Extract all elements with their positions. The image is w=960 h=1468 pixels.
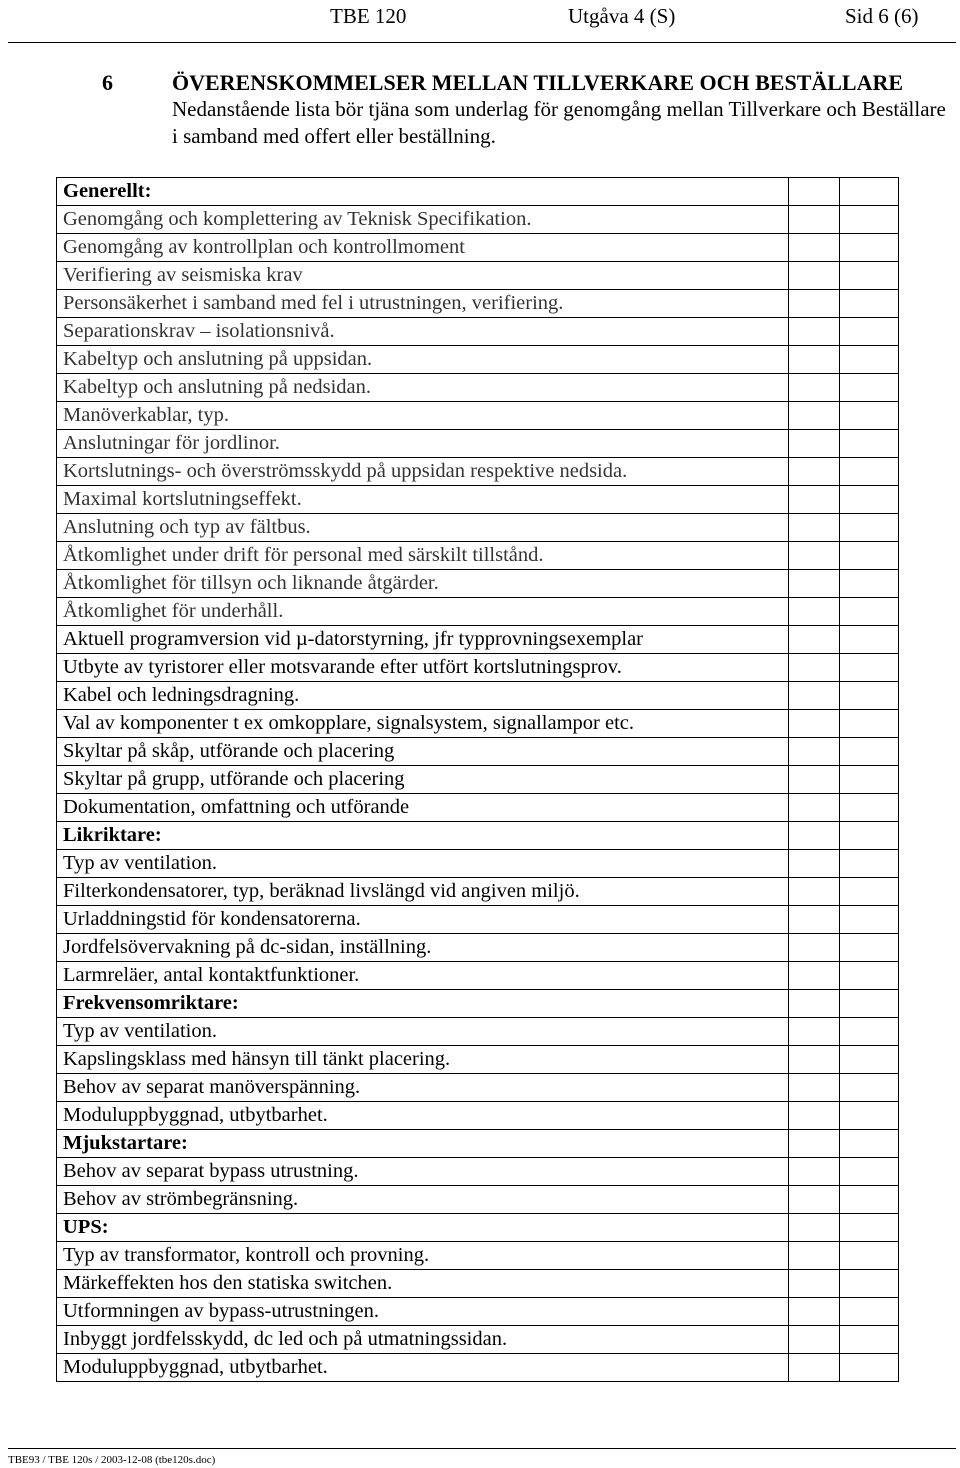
checklist-row <box>57 1242 899 1270</box>
section-number: 6 <box>102 70 113 95</box>
checklist-remark-cell[interactable] <box>840 766 899 794</box>
checklist-row <box>57 234 899 262</box>
checklist-row <box>57 1326 899 1354</box>
checklist-item-text: Manöverkablar, typ. <box>57 402 789 430</box>
checklist-remark-cell[interactable] <box>840 962 899 990</box>
checklist-remark-cell[interactable] <box>840 878 899 906</box>
checklist-item-text: Åtkomlighet för tillsyn och liknande åtgärder. <box>57 570 789 598</box>
checklist-remark-cell[interactable] <box>840 1186 899 1214</box>
checklist-check-cell[interactable] <box>789 1298 840 1326</box>
checklist-row <box>57 598 899 626</box>
checklist-item-text: Verifiering av seismiska krav <box>57 262 789 290</box>
checklist-item-text: Personsäkerhet i samband med fel i utrustningen, verifiering. <box>57 290 789 318</box>
checklist-row <box>57 430 899 458</box>
checklist-heading: Frekvensomriktare: <box>57 990 789 1018</box>
checklist-check-cell[interactable] <box>789 962 840 990</box>
checklist-remark-cell[interactable] <box>840 458 899 486</box>
checklist-remark-cell[interactable] <box>840 794 899 822</box>
checklist-row <box>57 1186 899 1214</box>
checklist-remark-cell[interactable] <box>840 822 899 850</box>
checklist-remark-cell[interactable] <box>840 402 899 430</box>
checklist-check-cell[interactable] <box>789 1214 840 1242</box>
checklist-check-cell[interactable] <box>789 1102 840 1130</box>
checklist-remark-cell[interactable] <box>840 626 899 654</box>
document-id: TBE 120 <box>330 4 407 28</box>
checklist-check-cell[interactable] <box>789 570 840 598</box>
checklist-item-text: Separationskrav – isolationsnivå. <box>57 318 789 346</box>
header-divider <box>8 42 956 43</box>
edition-label: Utgåva 4 (S) <box>568 4 676 28</box>
checklist-check-cell[interactable] <box>789 1046 840 1074</box>
checklist-remark-cell[interactable] <box>840 738 899 766</box>
checklist-row <box>57 1354 899 1382</box>
checklist-heading-row <box>57 178 899 206</box>
page-number: Sid 6 (6) <box>845 4 919 28</box>
footer-text: TBE93 / TBE 120s / 2003-12-08 (tbe120s.doc) <box>8 1454 216 1466</box>
checklist-item-text: Anslutningar för jordlinor. <box>57 430 789 458</box>
checklist-row <box>57 1270 899 1298</box>
checklist-check-cell[interactable] <box>789 262 840 290</box>
checklist-remark-cell[interactable] <box>840 1326 899 1354</box>
checklist-row <box>57 1074 899 1102</box>
checklist-check-cell[interactable] <box>789 178 840 206</box>
checklist-item-text: Dokumentation, omfattning och utförande <box>57 794 789 822</box>
checklist-remark-cell[interactable] <box>840 262 899 290</box>
checklist-check-cell[interactable] <box>789 850 840 878</box>
checklist-item-text: Moduluppbyggnad, utbytbarhet. <box>57 1102 789 1130</box>
checklist-remark-cell[interactable] <box>840 1130 899 1158</box>
checklist-row <box>57 1102 899 1130</box>
checklist-remark-cell[interactable] <box>840 346 899 374</box>
checklist-check-cell[interactable] <box>789 878 840 906</box>
checklist-check-cell[interactable] <box>789 1270 840 1298</box>
checklist-remark-cell[interactable] <box>840 318 899 346</box>
checklist-item-text: Utformningen av bypass-utrustningen. <box>57 1298 789 1326</box>
checklist-row <box>57 654 899 682</box>
checklist-row <box>57 458 899 486</box>
checklist-row <box>57 542 899 570</box>
checklist-check-cell[interactable] <box>789 738 840 766</box>
checklist-check-cell[interactable] <box>789 1186 840 1214</box>
checklist-check-cell[interactable] <box>789 1158 840 1186</box>
checklist-remark-cell[interactable] <box>840 934 899 962</box>
checklist-check-cell[interactable] <box>789 1242 840 1270</box>
checklist-remark-cell[interactable] <box>840 1270 899 1298</box>
checklist-remark-cell[interactable] <box>840 206 899 234</box>
checklist-check-cell[interactable] <box>789 766 840 794</box>
checklist-check-cell[interactable] <box>789 1354 840 1382</box>
checklist-row <box>57 374 899 402</box>
checklist-item-text: Maximal kortslutningseffekt. <box>57 486 789 514</box>
checklist-check-cell[interactable] <box>789 934 840 962</box>
checklist-item-text: Inbyggt jordfelsskydd, dc led och på utmatningssidan. <box>57 1326 789 1354</box>
checklist-remark-cell[interactable] <box>840 598 899 626</box>
checklist-item-text: Behov av separat manöverspänning. <box>57 1074 789 1102</box>
checklist-row <box>57 514 899 542</box>
checklist-row <box>57 318 899 346</box>
checklist-check-cell[interactable] <box>789 486 840 514</box>
checklist-row <box>57 710 899 738</box>
checklist-table <box>56 177 899 1382</box>
checklist-remark-cell[interactable] <box>840 542 899 570</box>
checklist-check-cell[interactable] <box>789 318 840 346</box>
checklist-check-cell[interactable] <box>789 402 840 430</box>
checklist-check-cell[interactable] <box>789 654 840 682</box>
checklist-remark-cell[interactable] <box>840 1354 899 1382</box>
checklist-item-text: Urladdningstid för kondensatorerna. <box>57 906 789 934</box>
checklist-check-cell[interactable] <box>789 710 840 738</box>
checklist-row <box>57 878 899 906</box>
checklist-row <box>57 766 899 794</box>
checklist-remark-cell[interactable] <box>840 906 899 934</box>
checklist-remark-cell[interactable] <box>840 1158 899 1186</box>
checklist-row <box>57 794 899 822</box>
checklist-remark-cell[interactable] <box>840 1046 899 1074</box>
checklist-remark-cell[interactable] <box>840 990 899 1018</box>
checklist-remark-cell[interactable] <box>840 1102 899 1130</box>
checklist-heading: Generellt: <box>57 178 789 206</box>
footer-divider <box>8 1448 956 1449</box>
checklist-item-text: Typ av ventilation. <box>57 850 789 878</box>
checklist-remark-cell[interactable] <box>840 1074 899 1102</box>
checklist-heading-row <box>57 990 899 1018</box>
checklist-check-cell[interactable] <box>789 822 840 850</box>
checklist-item-text: Aktuell programversion vid µ-datorstyrning, jfr typprovningsexemplar <box>57 626 789 654</box>
checklist-check-cell[interactable] <box>789 1130 840 1158</box>
checklist-check-cell[interactable] <box>789 1326 840 1354</box>
checklist-check-cell[interactable] <box>789 430 840 458</box>
page-header <box>0 0 960 40</box>
checklist-check-cell[interactable] <box>789 1074 840 1102</box>
checklist-check-cell[interactable] <box>789 234 840 262</box>
checklist-item-text: Genomgång av kontrollplan och kontrollmoment <box>57 234 789 262</box>
checklist-remark-cell[interactable] <box>840 710 899 738</box>
checklist-item-text: Anslutning och typ av fältbus. <box>57 514 789 542</box>
checklist-row <box>57 738 899 766</box>
checklist-item-text: Jordfelsövervakning på dc-sidan, inställning. <box>57 934 789 962</box>
checklist-row <box>57 1158 899 1186</box>
checklist-row <box>57 1018 899 1046</box>
checklist-remark-cell[interactable] <box>840 234 899 262</box>
checklist-item-text: Kapslingsklass med hänsyn till tänkt placering. <box>57 1046 789 1074</box>
checklist-item-text: Typ av transformator, kontroll och provning. <box>57 1242 789 1270</box>
checklist-remark-cell[interactable] <box>840 850 899 878</box>
checklist-row <box>57 962 899 990</box>
checklist-item-text: Behov av strömbegränsning. <box>57 1186 789 1214</box>
checklist-item-text: Åtkomlighet under drift för personal med särskilt tillstånd. <box>57 542 789 570</box>
checklist-heading: Mjukstartare: <box>57 1130 789 1158</box>
checklist-row <box>57 906 899 934</box>
checklist-item-text: Larmreläer, antal kontaktfunktioner. <box>57 962 789 990</box>
checklist-heading-row <box>57 1214 899 1242</box>
checklist-row <box>57 486 899 514</box>
checklist-check-cell[interactable] <box>789 990 840 1018</box>
checklist-heading-row <box>57 1130 899 1158</box>
checklist-check-cell[interactable] <box>789 514 840 542</box>
checklist-item-text: Val av komponenter t ex omkopplare, signalsystem, signallampor etc. <box>57 710 789 738</box>
checklist-remark-cell[interactable] <box>840 514 899 542</box>
checklist-remark-cell[interactable] <box>840 290 899 318</box>
checklist-row <box>57 1046 899 1074</box>
checklist-check-cell[interactable] <box>789 458 840 486</box>
checklist-item-text: Genomgång och komplettering av Teknisk Specifikation. <box>57 206 789 234</box>
checklist-row <box>57 626 899 654</box>
checklist-remark-cell[interactable] <box>840 486 899 514</box>
checklist-remark-cell[interactable] <box>840 570 899 598</box>
checklist-check-cell[interactable] <box>789 794 840 822</box>
section-title: ÖVERENSKOMMELSER MELLAN TILLVERKARE OCH BESTÄLLARE <box>172 70 904 95</box>
checklist-remark-cell[interactable] <box>840 1298 899 1326</box>
checklist-row <box>57 1298 899 1326</box>
checklist-check-cell[interactable] <box>789 906 840 934</box>
checklist-remark-cell[interactable] <box>840 178 899 206</box>
checklist-check-cell[interactable] <box>789 682 840 710</box>
checklist-row <box>57 290 899 318</box>
checklist-check-cell[interactable] <box>789 542 840 570</box>
checklist-row <box>57 262 899 290</box>
checklist-row <box>57 206 899 234</box>
checklist-item-text: Skyltar på skåp, utförande och placering <box>57 738 789 766</box>
checklist-remark-cell[interactable] <box>840 682 899 710</box>
checklist-check-cell[interactable] <box>789 598 840 626</box>
checklist-remark-cell[interactable] <box>840 374 899 402</box>
checklist-item-text: Moduluppbyggnad, utbytbarhet. <box>57 1354 789 1382</box>
checklist-heading: Likriktare: <box>57 822 789 850</box>
checklist-row <box>57 346 899 374</box>
checklist-item-text: Skyltar på grupp, utförande och placering <box>57 766 789 794</box>
checklist-heading: UPS: <box>57 1214 789 1242</box>
checklist-check-cell[interactable] <box>789 290 840 318</box>
checklist-row <box>57 934 899 962</box>
checklist-item-text: Kortslutnings- och överströmsskydd på uppsidan respektive nedsida. <box>57 458 789 486</box>
checklist-row <box>57 402 899 430</box>
checklist-remark-cell[interactable] <box>840 654 899 682</box>
checklist-item-text: Kabeltyp och anslutning på nedsidan. <box>57 374 789 402</box>
checklist-check-cell[interactable] <box>789 1018 840 1046</box>
checklist-item-text: Filterkondensatorer, typ, beräknad livslängd vid angiven miljö. <box>57 878 789 906</box>
checklist-remark-cell[interactable] <box>840 1018 899 1046</box>
checklist-remark-cell[interactable] <box>840 1214 899 1242</box>
checklist-item-text: Åtkomlighet för underhåll. <box>57 598 789 626</box>
checklist-check-cell[interactable] <box>789 626 840 654</box>
checklist-heading-row <box>57 822 899 850</box>
checklist-item-text: Behov av separat bypass utrustning. <box>57 1158 789 1186</box>
checklist-item-text: Kabel och ledningsdragning. <box>57 682 789 710</box>
checklist-remark-cell[interactable] <box>840 430 899 458</box>
checklist-row <box>57 850 899 878</box>
checklist-item-text: Typ av ventilation. <box>57 1018 789 1046</box>
checklist-check-cell[interactable] <box>789 206 840 234</box>
checklist-check-cell[interactable] <box>789 346 840 374</box>
checklist-item-text: Utbyte av tyristorer eller motsvarande efter utfört kortslutningsprov. <box>57 654 789 682</box>
checklist-check-cell[interactable] <box>789 374 840 402</box>
checklist-row <box>57 682 899 710</box>
checklist-item-text: Kabeltyp och anslutning på uppsidan. <box>57 346 789 374</box>
checklist-row <box>57 570 899 598</box>
checklist-remark-cell[interactable] <box>840 1242 899 1270</box>
checklist-item-text: Märkeffekten hos den statiska switchen. <box>57 1270 789 1298</box>
section-intro: Nedanstående lista bör tjäna som underlag för genomgång mellan Tillverkare och Beställare i samband med offert eller beställning. <box>172 97 946 148</box>
